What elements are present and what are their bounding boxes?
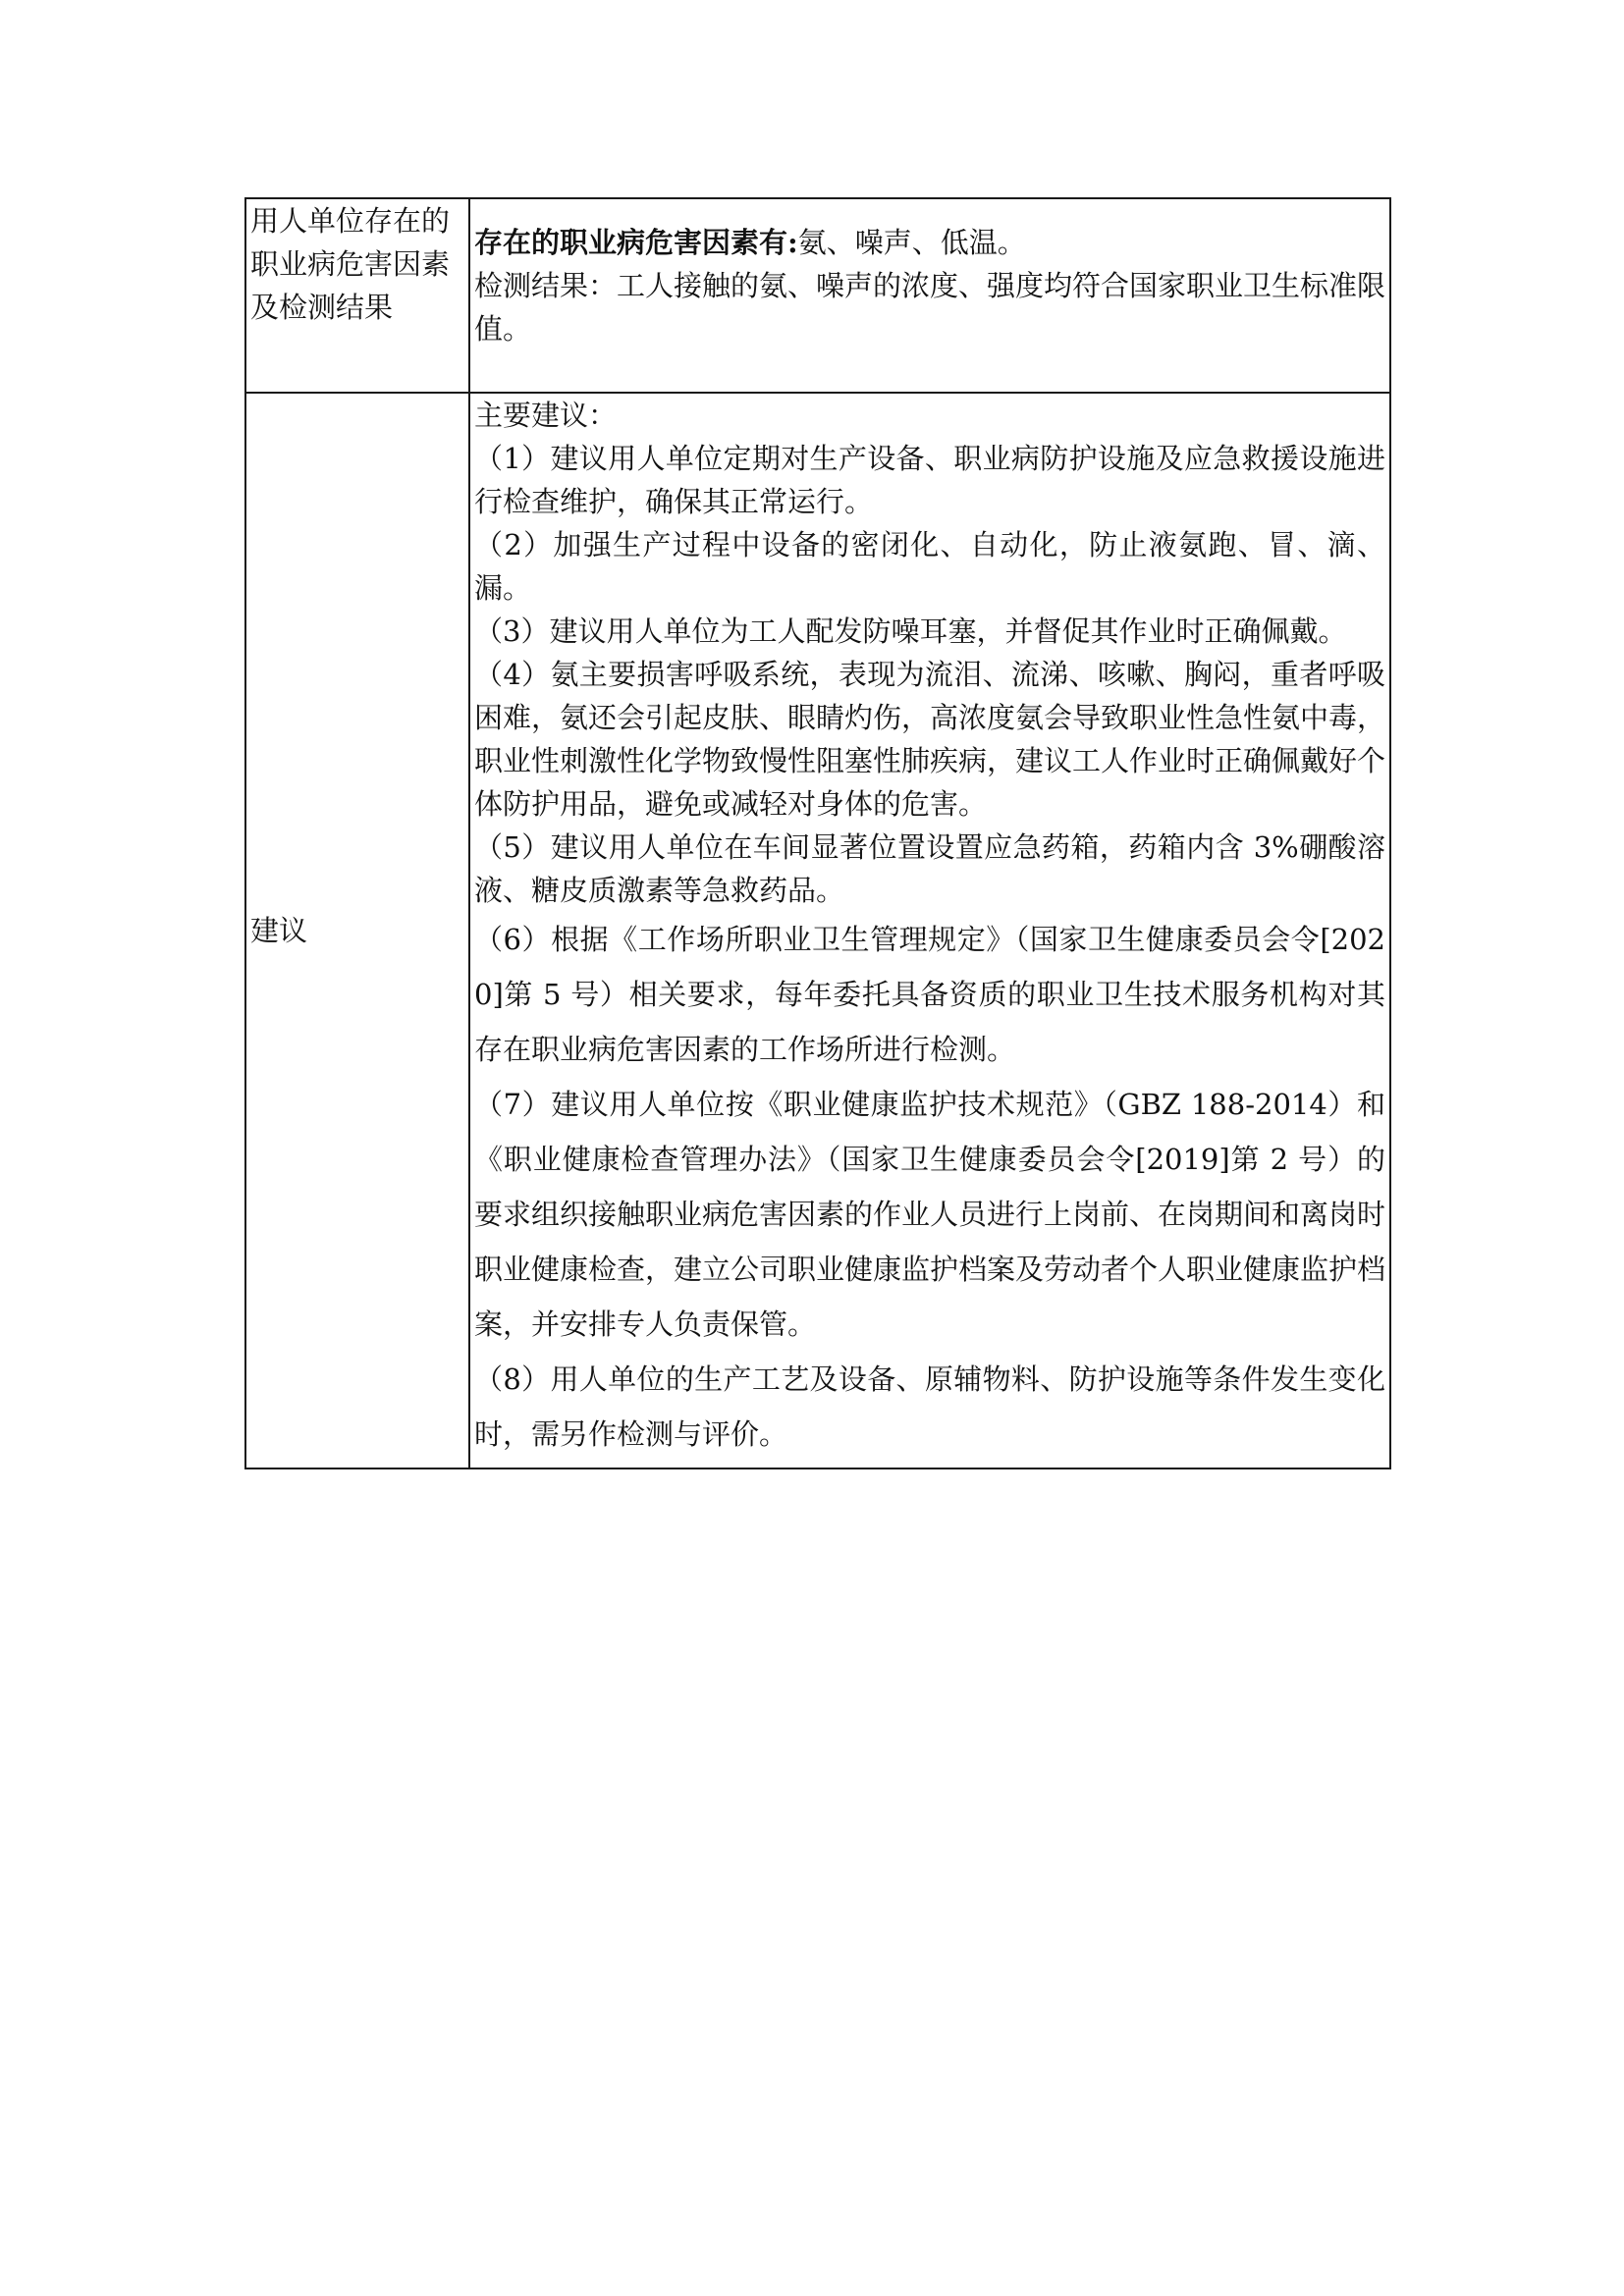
hazard-factors-row bbox=[245, 198, 1390, 393]
hazard-factors-label: 用人单位存在的职业病危害因素及检测结果 bbox=[245, 198, 469, 393]
recommendation-item-4: （4）氨主要损害呼吸系统，表现为流泪、流涕、咳嗽、胸闷，重者呼吸困难，氨还会引起皮肤、眼睛灼伤，高浓度氨会导致职业性急性氨中毒，职业性刺激性化学物致慢性阻塞性肺疾病，建议工人作业时正确佩戴好个体防护用品，避免或减轻对身体的危害。 bbox=[474, 658, 1386, 821]
recommendations-content bbox=[469, 393, 1390, 1468]
hazard-factors-heading: 存在的职业病危害因素有: bbox=[474, 226, 798, 259]
hazard-assessment-table bbox=[244, 197, 1391, 1469]
hazard-factors-line bbox=[474, 221, 1385, 264]
recommendation-item-1: （1）建议用人单位定期对生产设备、职业病防护设施及应急救援设施进行检查维护，确保其正常运行。 bbox=[474, 442, 1385, 518]
recommendation-item-7: （7）建议用人单位按《职业健康监护技术规范》（GBZ 188-2014）和《职业健康检查管理办法》（国家卫生健康委员会令[2019]第 2 号）的要求组织接触职业病危害因素的作业人员进行上岗前、在岗期间和离岗时职业健康检查，建立公司职业健康监护档案及劳动者个人职业健康监护档案，并安排专人负责保管。 bbox=[474, 1088, 1386, 1341]
hazard-factors-list: 氨、噪声、低温。 bbox=[797, 226, 1026, 259]
recommendation-item-6: （6）根据《工作场所职业卫生管理规定》（国家卫生健康委员会令[2020]第 5 号）相关要求，每年委托具备资质的职业卫生技术服务机构对其存在职业病危害因素的工作场所进行检测。 bbox=[474, 923, 1385, 1066]
hazard-factors-content bbox=[469, 198, 1390, 393]
recommendation-item-2: （2）加强生产过程中设备的密闭化、自动化，防止液氨跑、冒、滴、漏。 bbox=[474, 528, 1385, 605]
recommendations-label: 建议 bbox=[245, 393, 469, 1468]
detection-result-text: 检测结果：工人接触的氨、噪声的浓度、强度均符合国家职业卫生标准限值。 bbox=[474, 269, 1386, 346]
recommendation-item-3: （3）建议用人单位为工人配发防噪耳塞，并督促其作业时正确佩戴。 bbox=[474, 614, 1347, 648]
recommendations-row bbox=[245, 393, 1390, 1468]
recommendations-heading: 主要建议： bbox=[474, 399, 618, 432]
recommendation-item-5: （5）建议用人单位在车间显著位置设置应急药箱，药箱内含 3%硼酸溶液、糖皮质激素等急救药品。 bbox=[474, 830, 1385, 907]
recommendation-item-8: （8）用人单位的生产工艺及设备、原辅物料、防护设施等条件发生变化时，需另作检测与评价。 bbox=[474, 1362, 1385, 1451]
